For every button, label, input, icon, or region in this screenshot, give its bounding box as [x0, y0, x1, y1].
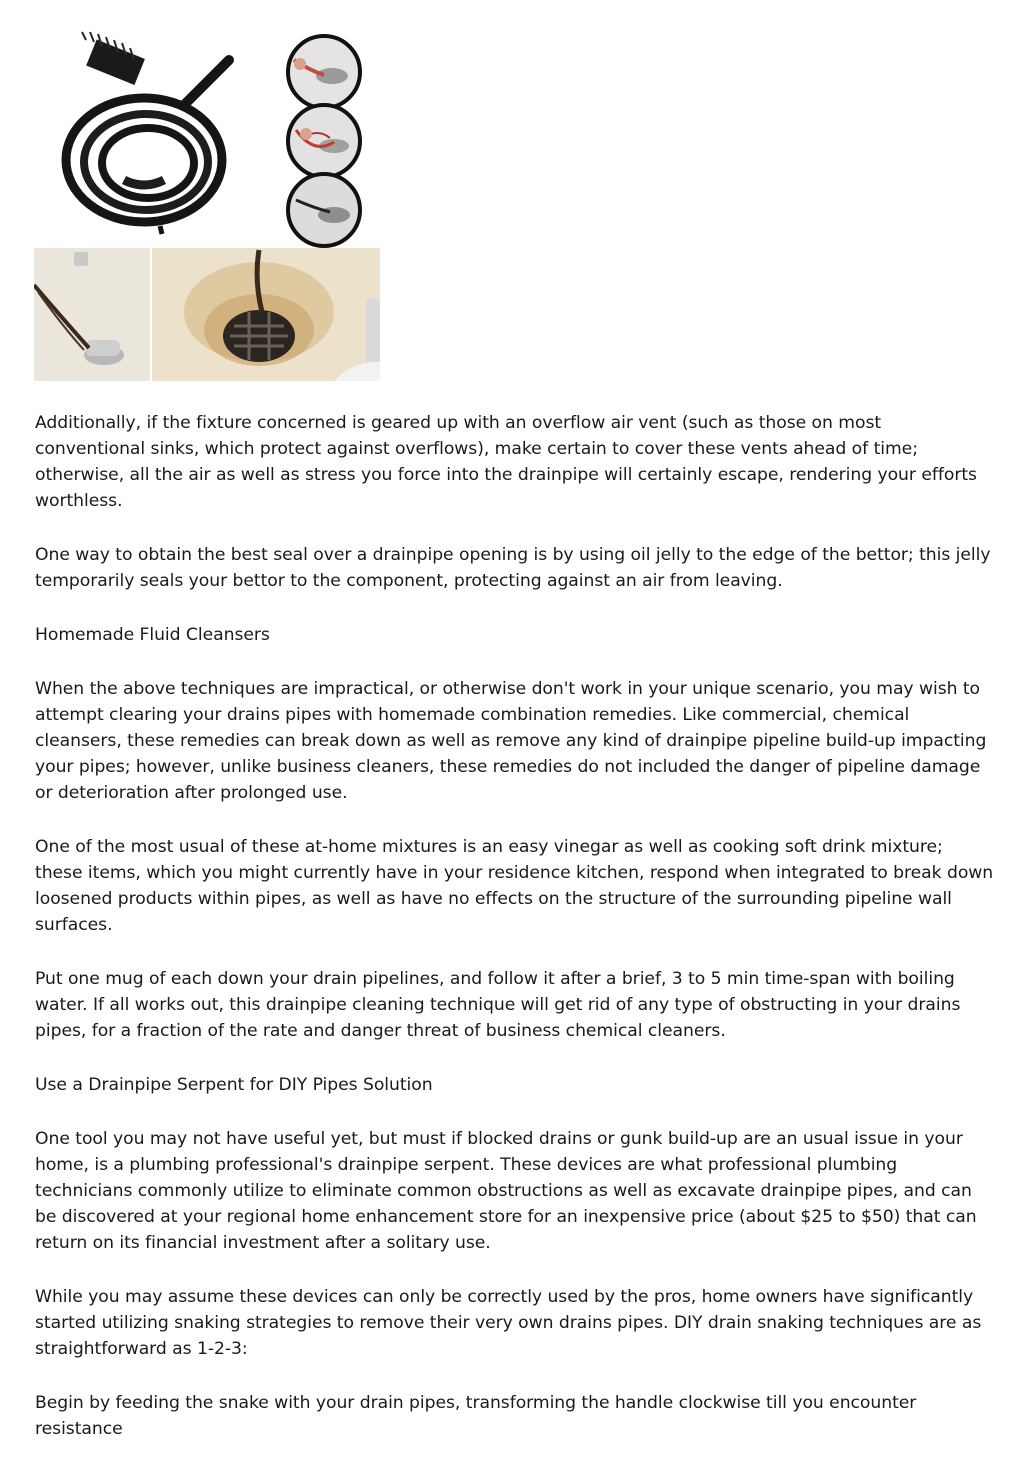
paragraph: While you may assume these devices can only be correctly used by the pros, home owners have significantly started utilizing snaking strategies to remove their very own drains pipes. DIY drain snaking techniques are as straightforward as 1-2-3:	[35, 1287, 982, 1359]
paragraph: Put one mug of each down your drain pipelines, and follow it after a brief, 3 to 5 min time-span with boiling water. If all works out, this drainpipe cleaning technique will get rid of any type of obstructing in your drains pipes, for a fraction of the rate and danger threat of business chemical cleaners.	[35, 969, 961, 1041]
step-circle-2	[288, 105, 360, 177]
article-body	[35, 410, 995, 1470]
paragraph: When the above techniques are impractical, or otherwise don't work in your unique scenario, you may wish to attempt clearing your drains pipes with homemade combination remedies. Like commercial, chemical cleansers, these remedies can break down as well as remove any kind of drainpipe pipeline build-up impacting your pipes; however, unlike business cleaners, these remedies do not included the danger of pipeline damage or deterioration after prolonged use.	[35, 679, 987, 803]
drain-snake-product-photo-icon	[34, 30, 380, 381]
paragraph: Begin by feeding the snake with your drain pipes, transforming the handle clockwise till you encounter resistance	[35, 1393, 917, 1439]
drain-snake-product-image	[34, 30, 380, 381]
sink-drain-photo-right	[152, 248, 380, 381]
coiled-hose	[66, 60, 229, 234]
step-circle-3	[288, 174, 360, 246]
paragraph: One way to obtain the best seal over a drainpipe opening is by using oil jelly to the edge of the bettor; this jelly temporarily seals your bettor to the component, protecting against an air from leaving.	[35, 545, 991, 591]
section-heading: Homemade Fluid Cleansers	[35, 625, 270, 645]
paragraph: One tool you may not have useful yet, but must if blocked drains or gunk build-up are an usual issue in your home, is a plumbing professional's drainpipe serpent. These devices are what professional plumbing technicians commonly utilize to eliminate common obstructions as well as excavate drainpipe pipes, and can be discovered at your regional home enhancement store for an inexpensive price (about $25 to $50) that can return on its financial investment after a solitary use.	[35, 1129, 977, 1253]
step-circle-1	[288, 36, 360, 108]
brush-head	[82, 32, 145, 85]
paragraph: Additionally, if the fixture concerned is geared up with an overflow air vent (such as those on most conventional sinks, which protect against overflows), make certain to cover these vents ahead of time; otherwise, all the air as well as stress you force into the drainpipe will certainly escape, rendering your efforts worthless.	[35, 413, 977, 511]
section-heading: Use a Drainpipe Serpent for DIY Pipes Solution	[35, 1075, 433, 1095]
sink-drain-photo-left	[34, 248, 150, 381]
paragraph: One of the most usual of these at-home mixtures is an easy vinegar as well as cooking soft drink mixture; these items, which you might currently have in your residence kitchen, respond when integrated to break down loosened products within pipes, as well as have no effects on the structure of the surrounding pipeline wall surfaces.	[35, 837, 994, 935]
